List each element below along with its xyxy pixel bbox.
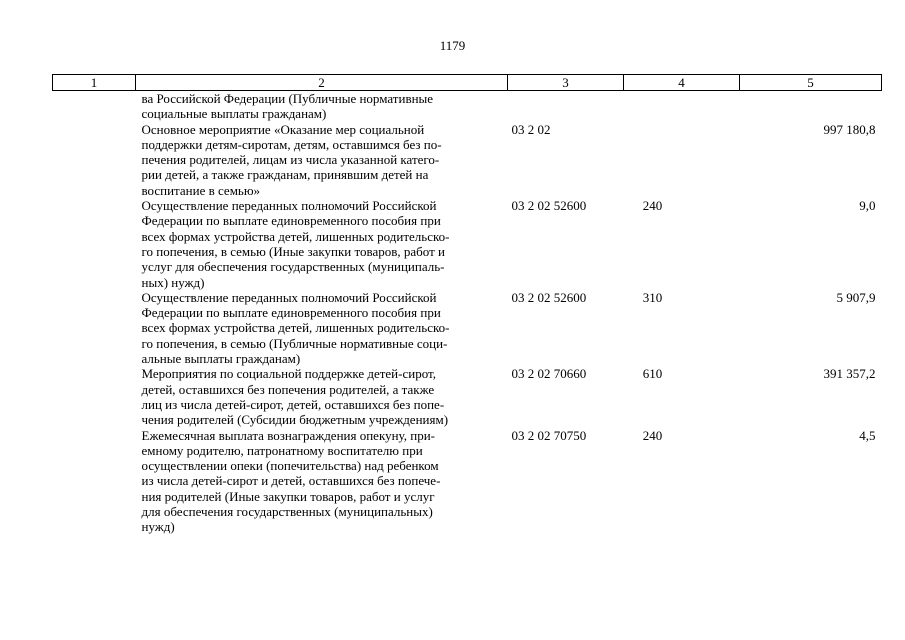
row-description bbox=[53, 198, 508, 290]
budget-table bbox=[52, 74, 882, 535]
description-line: чения родителей (Субсидии бюджетным учреждениям) bbox=[141, 412, 449, 428]
description-line: Мероприятия по социальной поддержке детей-сирот, bbox=[141, 366, 436, 382]
description-line: альные выплаты гражданам) bbox=[141, 351, 301, 367]
description-line: Основное мероприятие «Оказание мер социальной bbox=[141, 121, 425, 137]
row-code bbox=[508, 91, 624, 122]
description-line: ва Российской Федерации (Публичные нормативные bbox=[141, 91, 434, 106]
row-description bbox=[53, 290, 508, 366]
description-line: нужд) bbox=[141, 519, 175, 535]
row-expense-type: 310 bbox=[642, 289, 663, 305]
table-row bbox=[53, 366, 882, 427]
table-row bbox=[53, 428, 882, 535]
row-expense-type: 240 bbox=[642, 198, 663, 214]
description-line: воспитание в семью» bbox=[141, 182, 261, 198]
table-header bbox=[53, 75, 882, 91]
description-line: детей, оставшихся без попечения родителей, а также bbox=[141, 381, 435, 397]
row-expense-type: 610 bbox=[642, 366, 663, 382]
description-line: Осуществление переданных полномочий Российской bbox=[141, 289, 437, 305]
description-line: социальные выплаты гражданам) bbox=[141, 106, 327, 122]
row-code: 03 2 02 70660 bbox=[511, 366, 587, 382]
table-row bbox=[53, 198, 882, 290]
row-expense-type: 240 bbox=[642, 427, 663, 443]
description-line: из числа детей-сирот и детей, оставшихся без попече- bbox=[141, 473, 441, 489]
row-expense-type bbox=[624, 122, 740, 198]
header-col-2: 2 bbox=[136, 75, 508, 91]
row-amount: 4,5 bbox=[859, 427, 876, 443]
header-col-5: 5 bbox=[740, 75, 882, 91]
description-line: услуг для обеспечения государственных (муниципаль- bbox=[141, 259, 445, 275]
page-number: 1179 bbox=[439, 38, 466, 53]
table-row bbox=[53, 122, 882, 198]
table-row bbox=[53, 290, 882, 366]
description-line: всех формах устройства детей, лишенных родительско- bbox=[141, 228, 450, 244]
row-expense-type bbox=[624, 91, 740, 122]
table-row bbox=[53, 91, 882, 122]
description-line: Федерации по выплате единовременного пособия при bbox=[141, 213, 441, 229]
description-line: ных) нужд) bbox=[141, 274, 205, 290]
row-amount: 9,0 bbox=[859, 198, 876, 214]
header-col-3: 3 bbox=[508, 75, 624, 91]
header-col-4: 4 bbox=[624, 75, 740, 91]
description-line: Федерации по выплате единовременного пособия при bbox=[141, 305, 441, 321]
row-description bbox=[53, 91, 508, 122]
description-line: осуществлении опеки (попечительства) над ребенком bbox=[141, 458, 439, 474]
table-body bbox=[53, 91, 882, 535]
description-line: го попечения, в семью (Иные закупки товаров, работ и bbox=[141, 243, 445, 259]
description-line: для обеспечения государственных (муниципальных) bbox=[141, 504, 433, 520]
header-col-1: 1 bbox=[53, 75, 136, 91]
description-line: Ежемесячная выплата вознаграждения опекуну, при- bbox=[141, 427, 435, 443]
description-line: всех формах устройства детей, лишенных родительско- bbox=[141, 320, 450, 336]
description-line: печения родителей, лицам из числа указанной катего- bbox=[141, 152, 440, 168]
description-line: поддержки детям-сиротам, детям, оставшимся без по- bbox=[141, 136, 442, 152]
row-description bbox=[53, 366, 508, 427]
row-amount bbox=[740, 91, 882, 122]
description-line: рии детей, а также гражданам, принявшим детей на bbox=[141, 167, 429, 183]
description-line: лиц из числа детей-сирот, детей, оставшихся без попе- bbox=[141, 396, 445, 412]
description-line: емному родителю, патронатному воспитателю при bbox=[141, 442, 423, 458]
description-line: го попечения, в семью (Публичные нормативные соци- bbox=[141, 335, 448, 351]
row-amount: 997 180,8 bbox=[823, 121, 876, 137]
row-amount: 391 357,2 bbox=[823, 366, 876, 382]
header-row bbox=[53, 75, 882, 91]
row-amount: 5 907,9 bbox=[836, 289, 876, 305]
description-line: ния родителей (Иные закупки товаров, работ и услуг bbox=[141, 488, 435, 504]
row-code: 03 2 02 bbox=[511, 121, 551, 137]
row-description bbox=[53, 428, 508, 535]
row-code: 03 2 02 70750 bbox=[511, 427, 587, 443]
description-line: Осуществление переданных полномочий Российской bbox=[141, 198, 437, 214]
row-description bbox=[53, 122, 508, 198]
row-code: 03 2 02 52600 bbox=[511, 289, 587, 305]
row-code: 03 2 02 52600 bbox=[511, 198, 587, 214]
